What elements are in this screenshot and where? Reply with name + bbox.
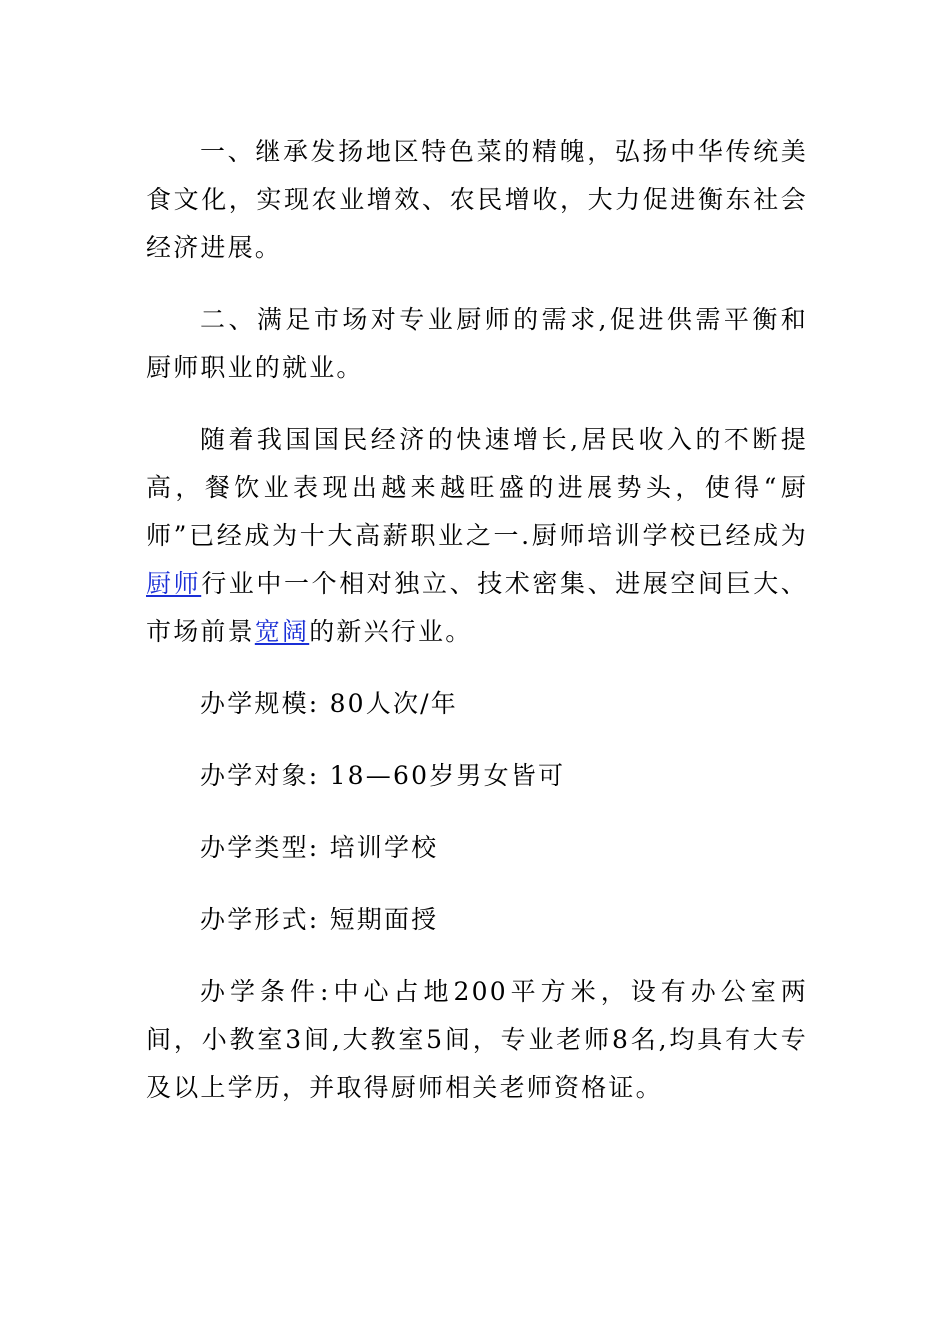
school-scale: 办学规模: 80人次/年 — [200, 689, 459, 718]
document-body — [146, 128, 808, 1112]
broad-link[interactable]: 宽阔 — [254, 617, 310, 646]
school-type: 办学类型: 培训学校 — [200, 833, 439, 862]
background-text-1: 随着我国国民经济的快速增长,居民收入的不断提高，餐饮业表现出越来越旺盛的进展势头，使得“厨师”已经成为十大高薪职业之一.厨师培训学校已经成为 — [146, 425, 808, 550]
school-conditions: 办学条件:中心占地200平方米，设有办公室两间，小教室3间,大教室5间，专业老师8名,均具有大专及以上学历，并取得厨师相关老师资格证。 — [146, 977, 808, 1102]
paragraph-goal-one: 一、继承发扬地区特色菜的精魄，弘扬中华传统美食文化，实现农业增效、农民增收，大力促进衡东社会经济进展。 — [146, 137, 808, 262]
school-target: 办学对象: 18—60岁男女皆可 — [200, 761, 566, 790]
school-form: 办学形式: 短期面授 — [200, 905, 439, 934]
background-text-3: 的新兴行业。 — [309, 617, 473, 646]
paragraph-goal-two: 二、满足市场对专业厨师的需求,促进供需平衡和厨师职业的就业。 — [146, 305, 808, 382]
paragraph-background — [146, 416, 808, 656]
background-text-2: 行业中一个相对独立、技术密集、进展空间巨大、市场前景 — [146, 569, 808, 646]
chef-link[interactable]: 厨师 — [146, 569, 202, 598]
